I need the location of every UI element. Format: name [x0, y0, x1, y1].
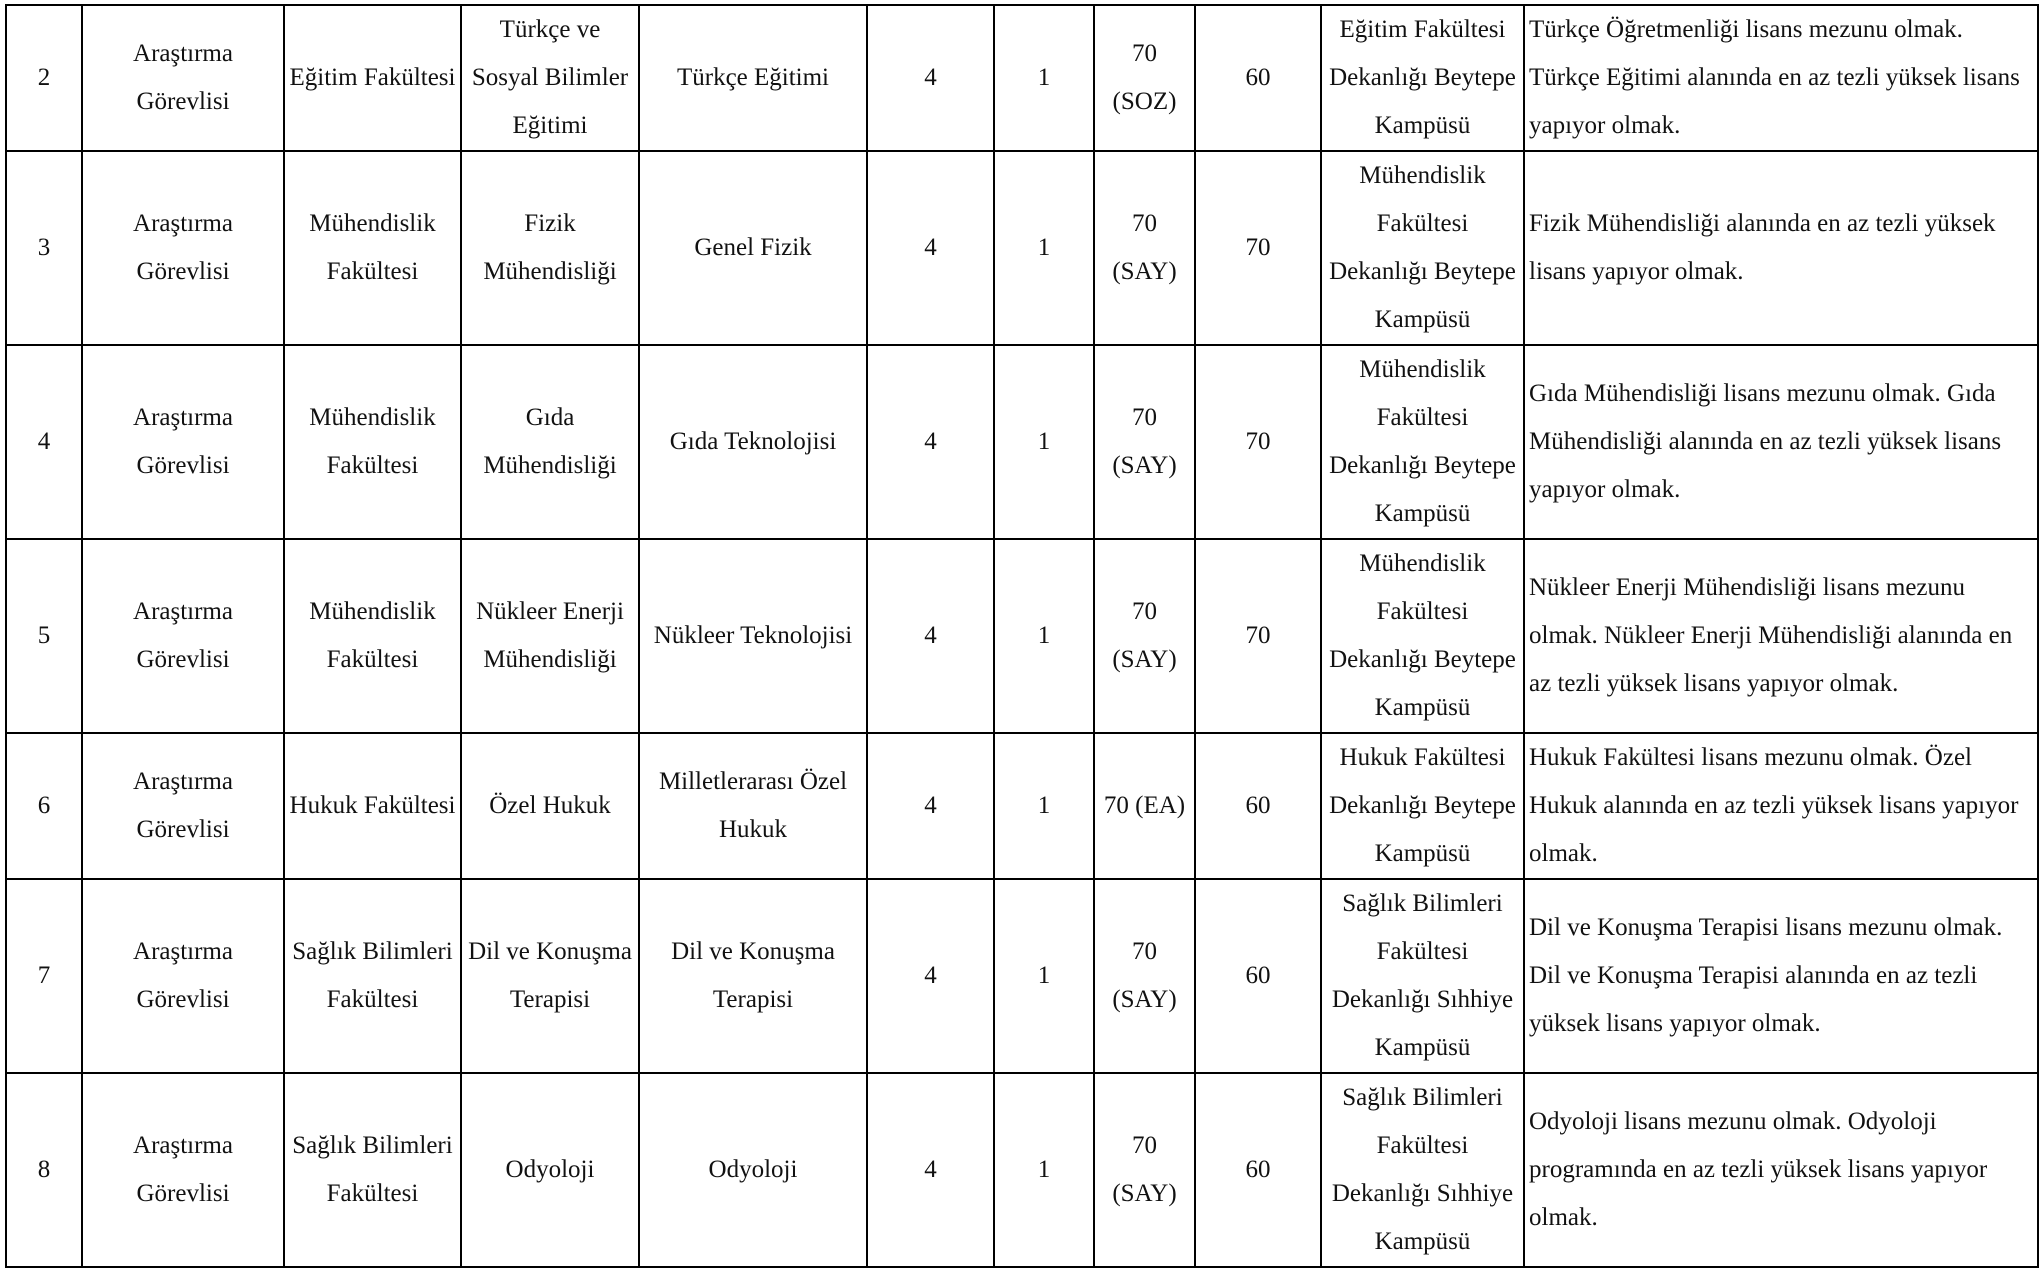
- staff-position-table: [5, 4, 2039, 1268]
- faculty-cell: Sağlık Bilimleri Fakültesi: [284, 879, 461, 1073]
- language-score-cell: 70: [1195, 539, 1321, 733]
- count-cell: 1: [994, 151, 1094, 345]
- row-number-cell: 5: [6, 539, 82, 733]
- ales-score-cell: 70 (SAY): [1094, 879, 1195, 1073]
- position-title-cell: Araştırma Görevlisi: [82, 733, 284, 879]
- degree-cell: 4: [867, 345, 994, 539]
- row-number-cell: 7: [6, 879, 82, 1073]
- faculty-cell: Sağlık Bilimleri Fakültesi: [284, 1073, 461, 1267]
- faculty-cell: Hukuk Fakültesi: [284, 733, 461, 879]
- language-score-cell: 60: [1195, 5, 1321, 151]
- count-cell: 1: [994, 733, 1094, 879]
- department-cell: Türkçe ve Sosyal Bilimler Eğitimi: [461, 5, 639, 151]
- application-place-cell: Mühendislik Fakültesi Dekanlığı Beytepe Kampüsü: [1321, 151, 1524, 345]
- count-cell: 1: [994, 1073, 1094, 1267]
- ales-score-cell: 70 (SAY): [1094, 539, 1195, 733]
- count-cell: 1: [994, 539, 1094, 733]
- position-title-cell: Araştırma Görevlisi: [82, 151, 284, 345]
- application-place-cell: Mühendislik Fakültesi Dekanlığı Beytepe Kampüsü: [1321, 539, 1524, 733]
- division-cell: Odyoloji: [639, 1073, 867, 1267]
- table-row: [6, 151, 2038, 345]
- department-cell: Özel Hukuk: [461, 733, 639, 879]
- department-cell: Fizik Mühendisliği: [461, 151, 639, 345]
- degree-cell: 4: [867, 1073, 994, 1267]
- table-body: [6, 5, 2038, 1267]
- ales-score-cell: 70 (SOZ): [1094, 5, 1195, 151]
- department-cell: Gıda Mühendisliği: [461, 345, 639, 539]
- row-number-cell: 6: [6, 733, 82, 879]
- row-number-cell: 2: [6, 5, 82, 151]
- table-row: [6, 5, 2038, 151]
- row-number-cell: 8: [6, 1073, 82, 1267]
- application-place-cell: Hukuk Fakültesi Dekanlığı Beytepe Kampüsü: [1321, 733, 1524, 879]
- row-number-cell: 3: [6, 151, 82, 345]
- count-cell: 1: [994, 879, 1094, 1073]
- application-place-cell: Mühendislik Fakültesi Dekanlığı Beytepe Kampüsü: [1321, 345, 1524, 539]
- degree-cell: 4: [867, 151, 994, 345]
- division-cell: Gıda Teknolojisi: [639, 345, 867, 539]
- faculty-cell: Mühendislik Fakültesi: [284, 539, 461, 733]
- application-place-cell: Sağlık Bilimleri Fakültesi Dekanlığı Sıhhiye Kampüsü: [1321, 879, 1524, 1073]
- table-row: [6, 345, 2038, 539]
- requirements-cell: Gıda Mühendisliği lisans mezunu olmak. Gıda Mühendisliği alanında en az tezli yüksek lisans yapıyor olmak.: [1524, 345, 2038, 539]
- language-score-cell: 60: [1195, 1073, 1321, 1267]
- position-title-cell: Araştırma Görevlisi: [82, 1073, 284, 1267]
- table-row: [6, 539, 2038, 733]
- count-cell: 1: [994, 5, 1094, 151]
- position-title-cell: Araştırma Görevlisi: [82, 539, 284, 733]
- language-score-cell: 60: [1195, 733, 1321, 879]
- requirements-cell: Türkçe Öğretmenliği lisans mezunu olmak. Türkçe Eğitimi alanında en az tezli yüksek lisans yapıyor olmak.: [1524, 5, 2038, 151]
- row-number-cell: 4: [6, 345, 82, 539]
- division-cell: Milletlerarası Özel Hukuk: [639, 733, 867, 879]
- count-cell: 1: [994, 345, 1094, 539]
- position-title-cell: Araştırma Görevlisi: [82, 345, 284, 539]
- department-cell: Nükleer Enerji Mühendisliği: [461, 539, 639, 733]
- requirements-cell: Nükleer Enerji Mühendisliği lisans mezunu olmak. Nükleer Enerji Mühendisliği alanında en az tezli yüksek lisans yapıyor olmak.: [1524, 539, 2038, 733]
- language-score-cell: 60: [1195, 879, 1321, 1073]
- ales-score-cell: 70 (SAY): [1094, 345, 1195, 539]
- division-cell: Türkçe Eğitimi: [639, 5, 867, 151]
- division-cell: Genel Fizik: [639, 151, 867, 345]
- position-title-cell: Araştırma Görevlisi: [82, 5, 284, 151]
- ales-score-cell: 70 (EA): [1094, 733, 1195, 879]
- language-score-cell: 70: [1195, 151, 1321, 345]
- ales-score-cell: 70 (SAY): [1094, 151, 1195, 345]
- requirements-cell: Hukuk Fakültesi lisans mezunu olmak. Özel Hukuk alanında en az tezli yüksek lisans yapıyor olmak.: [1524, 733, 2038, 879]
- requirements-cell: Dil ve Konuşma Terapisi lisans mezunu olmak. Dil ve Konuşma Terapisi alanında en az tezli yüksek lisans yapıyor olmak.: [1524, 879, 2038, 1073]
- department-cell: Odyoloji: [461, 1073, 639, 1267]
- application-place-cell: Sağlık Bilimleri Fakültesi Dekanlığı Sıhhiye Kampüsü: [1321, 1073, 1524, 1267]
- table-row: [6, 733, 2038, 879]
- division-cell: Nükleer Teknolojisi: [639, 539, 867, 733]
- faculty-cell: Eğitim Fakültesi: [284, 5, 461, 151]
- faculty-cell: Mühendislik Fakültesi: [284, 151, 461, 345]
- department-cell: Dil ve Konuşma Terapisi: [461, 879, 639, 1073]
- table-row: [6, 1073, 2038, 1267]
- degree-cell: 4: [867, 539, 994, 733]
- degree-cell: 4: [867, 5, 994, 151]
- division-cell: Dil ve Konuşma Terapisi: [639, 879, 867, 1073]
- position-title-cell: Araştırma Görevlisi: [82, 879, 284, 1073]
- degree-cell: 4: [867, 733, 994, 879]
- degree-cell: 4: [867, 879, 994, 1073]
- language-score-cell: 70: [1195, 345, 1321, 539]
- requirements-cell: Fizik Mühendisliği alanında en az tezli yüksek lisans yapıyor olmak.: [1524, 151, 2038, 345]
- application-place-cell: Eğitim Fakültesi Dekanlığı Beytepe Kampüsü: [1321, 5, 1524, 151]
- table-row: [6, 879, 2038, 1073]
- requirements-cell: Odyoloji lisans mezunu olmak. Odyoloji programında en az tezli yüksek lisans yapıyor olmak.: [1524, 1073, 2038, 1267]
- faculty-cell: Mühendislik Fakültesi: [284, 345, 461, 539]
- ales-score-cell: 70 (SAY): [1094, 1073, 1195, 1267]
